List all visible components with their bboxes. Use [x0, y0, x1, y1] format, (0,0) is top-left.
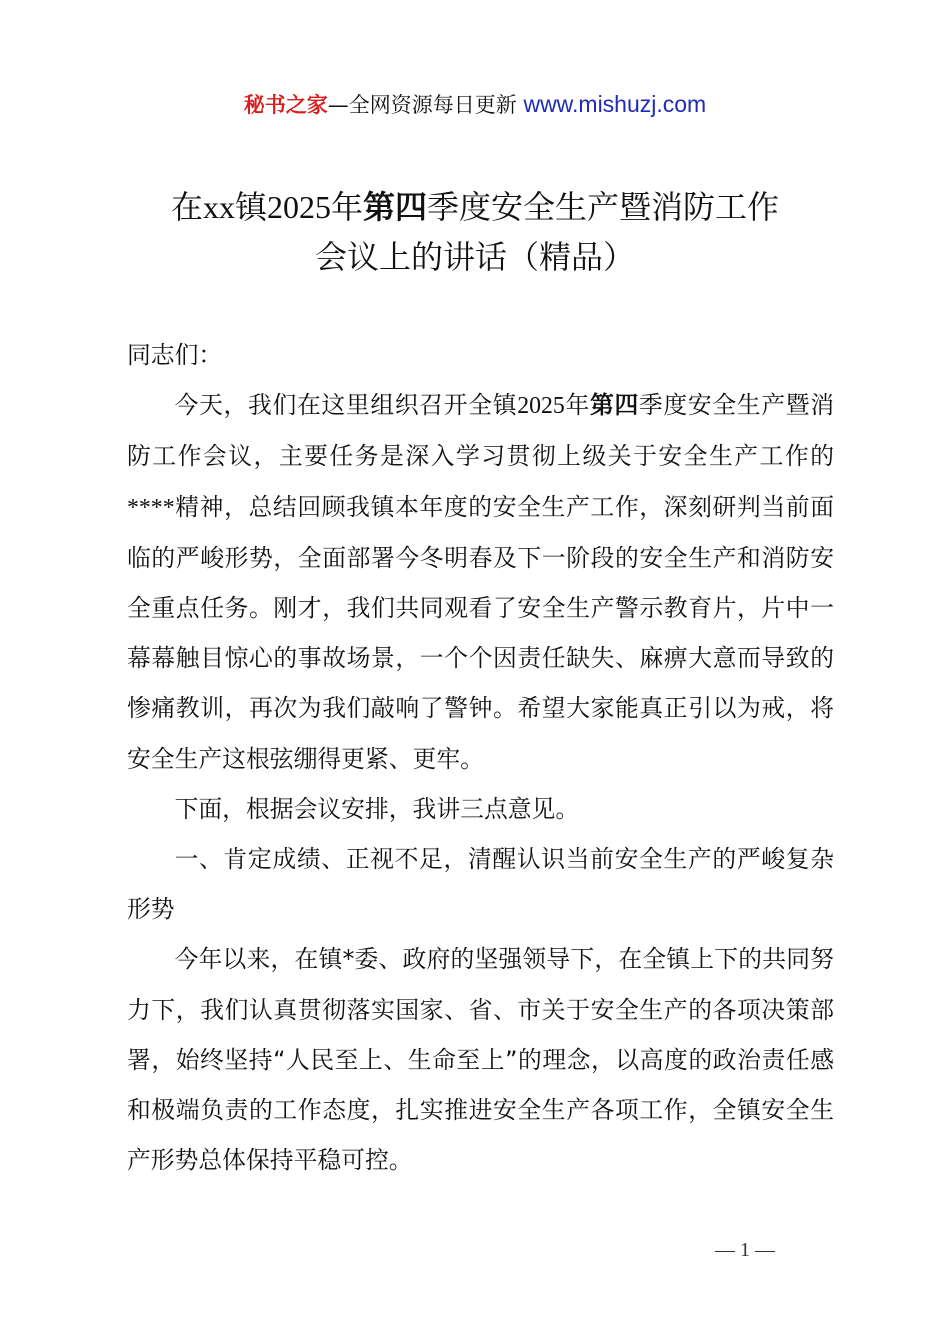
para1-year: 2025 [517, 393, 565, 420]
brand-name: 秘书之家 [243, 93, 328, 117]
document-body [127, 330, 834, 1185]
para1-d: 精神，总结回顾我镇本年度的安全生产工作，深刻研判当前面临的严峻形势，全面部署今冬明春及下一阶段的安全生产和消防安全重点任务。刚才，我们共同观看了安全生产警示教育片，片中一幕幕触目惊心的事故场景，一个个因责任缺失、麻痹大意而导致的惨痛教训，再次为我们敲响了警钟。希望大家能真正引以为戒，将安全生产这根弦绷得更紧、更牢。 [127, 492, 834, 773]
title-year-unit: 年 [330, 188, 363, 226]
title-rest: 季度安全生产暨消防工作 [427, 188, 780, 226]
site-header [0, 86, 950, 123]
paragraph-achievements: 今年以来，在镇*委、政府的坚强领导下，在全镇上下的共同努力下，我们认真贯彻落实国家、省、市关于安全生产的各项决策部署，始终坚持“人民至上、生命至上”的理念，以高度的政治责任感和极端负责的工作态度，扎实推进安全生产各项工作，全镇安全生产形势总体保持平稳可控。 [127, 945, 834, 1175]
title-year: 2025 [266, 189, 331, 225]
title-quarter: 第四 [363, 188, 428, 226]
title-line-1 [0, 182, 950, 232]
title-line-2: 会议上的讲话（精品） [314, 238, 635, 276]
para1-c: 季度安全生产暨消防工作会议，主要任务是深入学习贯彻上级关于安全生产工作的 [127, 391, 835, 471]
section-heading-1: 一、肯定成绩、正视不足，清醒认识当前安全生产的严峻复杂形势 [127, 845, 834, 924]
salutation: 同志们： [127, 341, 223, 369]
page-number: — 1 — [715, 1239, 775, 1261]
para1-a: 今天，我们在这里组织召开全镇 [174, 391, 518, 420]
site-url-link[interactable]: www.mishuzj.com [523, 91, 707, 117]
title-prefix: 在 [170, 188, 203, 226]
document-title [0, 182, 950, 282]
para1-stars: **** [127, 494, 175, 521]
para1-bold: 第四 [589, 391, 639, 420]
paragraph-outline: 下面，根据会议安排，我讲三点意见。 [174, 794, 580, 823]
title-xx: xx [202, 189, 235, 225]
title-town: 镇 [234, 188, 267, 226]
paragraph-intro [127, 380, 834, 784]
header-slogan: —全网资源每日更新 [327, 93, 517, 117]
para1-b: 年 [564, 391, 590, 420]
